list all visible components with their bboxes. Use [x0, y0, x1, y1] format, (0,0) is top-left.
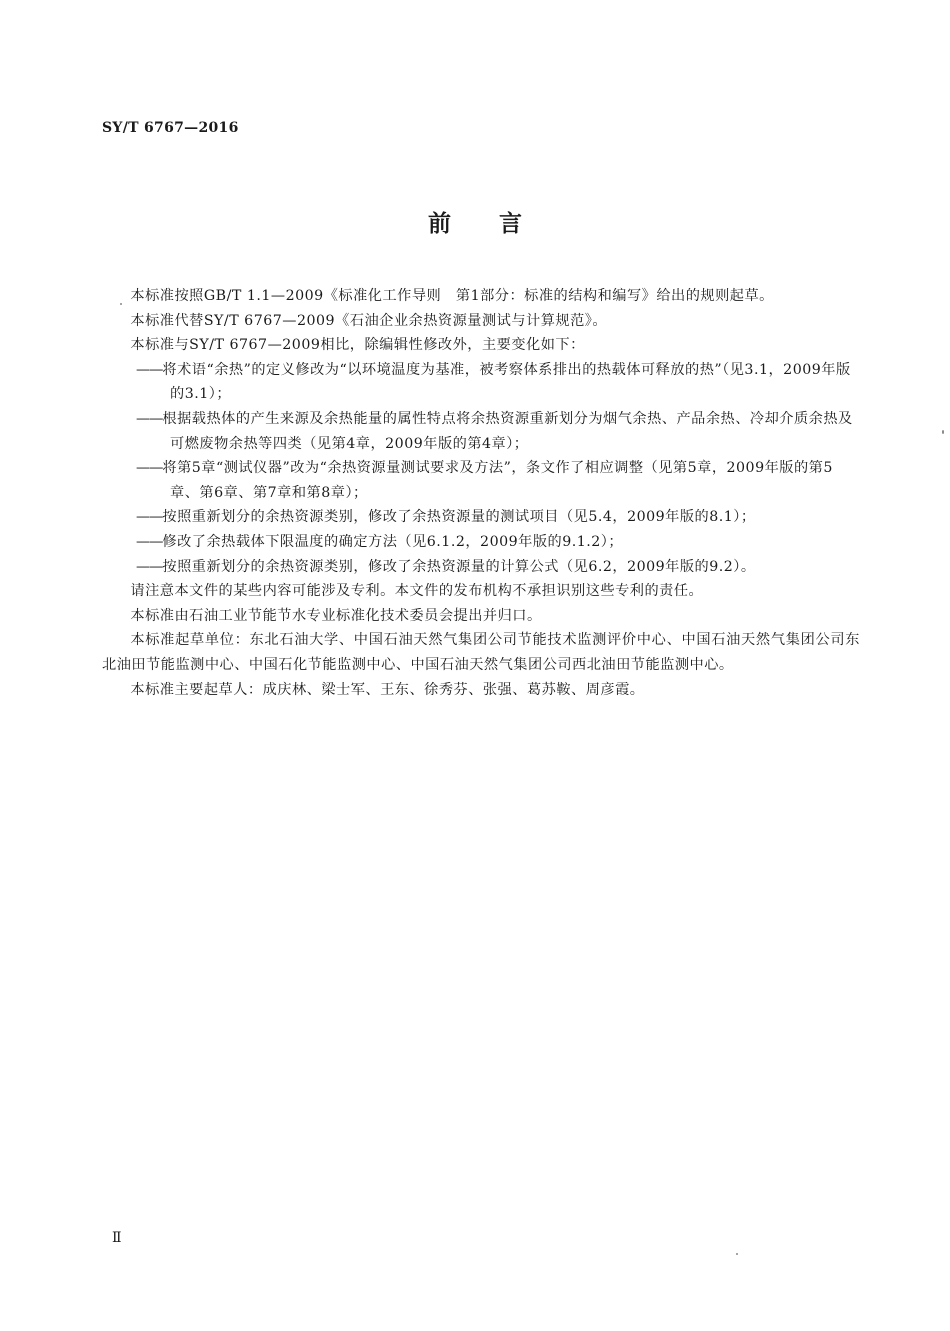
list-item [102, 456, 860, 505]
list-item-text: 按照重新划分的余热资源类别，修改了余热资源量的测试项目（见5.4，2009年版的8.1）； [162, 509, 756, 526]
changes-list [102, 358, 860, 579]
page-title [0, 205, 950, 238]
list-dash: —— [136, 558, 163, 575]
title-char-1: 前 [428, 211, 451, 237]
list-dash: —— [136, 410, 163, 427]
title-char-2: 言 [499, 211, 522, 237]
list-item [102, 555, 860, 580]
list-dash: —— [136, 509, 163, 526]
paragraph-drafting-units: 本标准起草单位：东北石油大学、中国石油天然气集团公司节能技术监测评价中心、中国石油天然气集团公司东北油田节能监测中心、中国石化节能监测中心、中国石油天然气集团公司西北油田节能监测中心。 [102, 632, 860, 673]
list-item [102, 407, 860, 456]
list-dash: —— [136, 361, 163, 378]
foreword-body [102, 284, 860, 702]
paragraph-proposer: 本标准由石油工业节能节水专业标准化技术委员会提出并归口。 [130, 607, 542, 624]
list-item-text: 按照重新划分的余热资源类别，修改了余热资源量的计算公式（见6.2，2009年版的9.2）。 [162, 558, 756, 575]
list-item-text: 将第5章“测试仪器”改为“余热资源量测试要求及方法”，条文作了相应调整（见第5章，2009年版的第5章、第6章、第7章和第8章）； [162, 460, 833, 501]
list-dash: —— [136, 460, 163, 477]
list-item-text: 根据载热体的产生来源及余热能量的属性特点将余热资源重新划分为烟气余热、产品余热、冷却介质余热及可燃废物余热等四类（见第4章，2009年版的第4章）； [162, 410, 853, 452]
list-item-text: 将术语“余热”的定义修改为“以环境温度为基准，被考察体系排出的热载体可释放的热”（见3.1，2009年版的3.1）； [162, 361, 851, 403]
scan-speck [120, 303, 122, 305]
list-item [102, 505, 860, 530]
paragraph-drafting-rules: 本标准按照GB/T 1.1—2009《标准化工作导则 第1部分：标准的结构和编写》给出的规则起草。 [130, 288, 774, 304]
paragraph-drafters: 本标准主要起草人：成庆林、梁士军、王东、徐秀芬、张强、葛苏鞍、周彦霞。 [130, 681, 645, 698]
paragraph-replaces: 本标准代替SY/T 6767—2009《石油企业余热资源量测试与计算规范》。 [130, 312, 608, 329]
scan-speck [736, 1253, 738, 1255]
paragraph-patent-notice: 请注意本文件的某些内容可能涉及专利。本文件的发布机构不承担识别这些专利的责任。 [130, 583, 704, 600]
page-number: Ⅱ [112, 1230, 122, 1246]
list-item-text: 修改了余热载体下限温度的确定方法（见6.1.2，2009年版的9.1.2）； [162, 533, 624, 550]
paragraph-changes-intro: 本标准与SY/T 6767—2009相比，除编辑性修改外，主要变化如下： [130, 337, 585, 354]
list-item [102, 530, 860, 555]
scan-speck [942, 430, 944, 434]
list-item [102, 358, 860, 407]
list-dash: —— [136, 533, 163, 550]
standard-code: SY/T 6767—2016 [102, 120, 239, 136]
